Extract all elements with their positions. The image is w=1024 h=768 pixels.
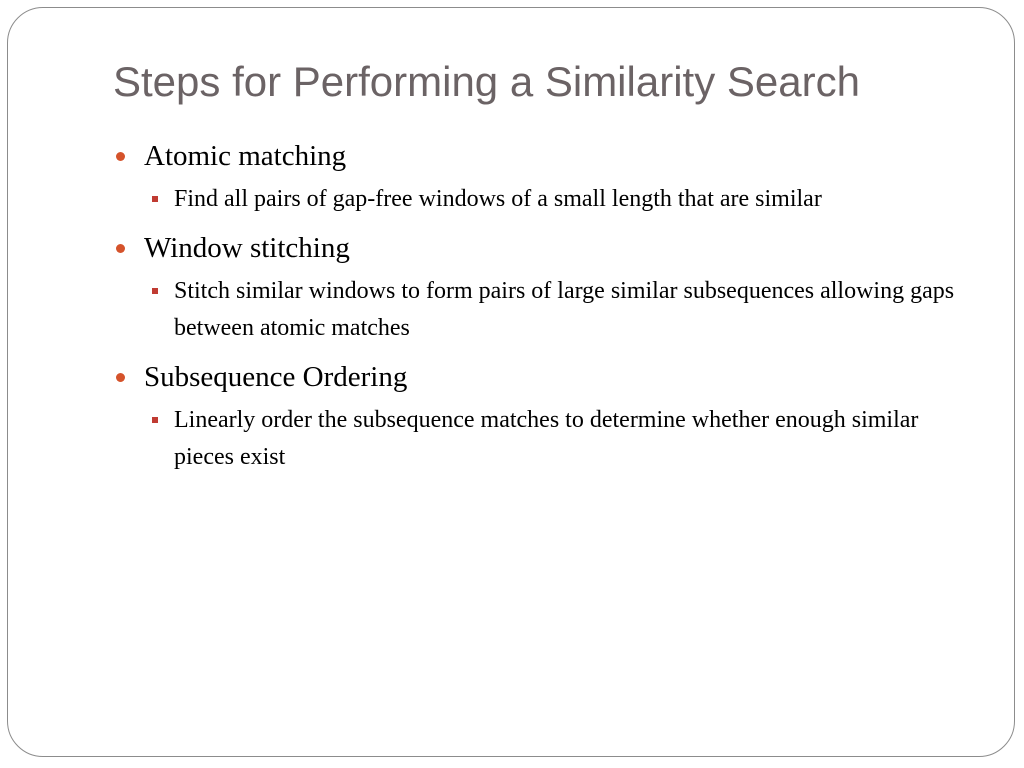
bullet-item: [113, 136, 973, 218]
bullet-text: Atomic matching: [144, 140, 347, 172]
slide-title: Steps for Performing a Similarity Search: [113, 58, 860, 105]
sub-bullet-list: [144, 273, 973, 347]
sub-bullet-item: [144, 402, 973, 476]
bullet-item: [113, 228, 973, 347]
sub-bullet-item: [144, 273, 973, 347]
bullet-text: Subsequence Ordering: [144, 361, 408, 393]
sub-bullet-text: Linearly order the subsequence matches to determine whether enough similar pieces exist: [174, 407, 919, 470]
square-bullet-icon: [152, 196, 158, 202]
bullet-list: [113, 136, 973, 476]
sub-bullet-text: Find all pairs of gap-free windows of a small length that are similar: [174, 186, 822, 212]
bullet-text: Window stitching: [144, 232, 350, 264]
bullet-dot-icon: [116, 244, 125, 253]
sub-bullet-list: [144, 181, 973, 218]
bullet-item: [113, 357, 973, 476]
bullet-dot-icon: [116, 152, 125, 161]
bullet-dot-icon: [116, 373, 125, 382]
sub-bullet-list: [144, 402, 973, 476]
square-bullet-icon: [152, 417, 158, 423]
sub-bullet-text: Stitch similar windows to form pairs of large similar subsequences allowing gaps between atomic matches: [174, 278, 955, 341]
sub-bullet-item: [144, 181, 973, 218]
square-bullet-icon: [152, 288, 158, 294]
